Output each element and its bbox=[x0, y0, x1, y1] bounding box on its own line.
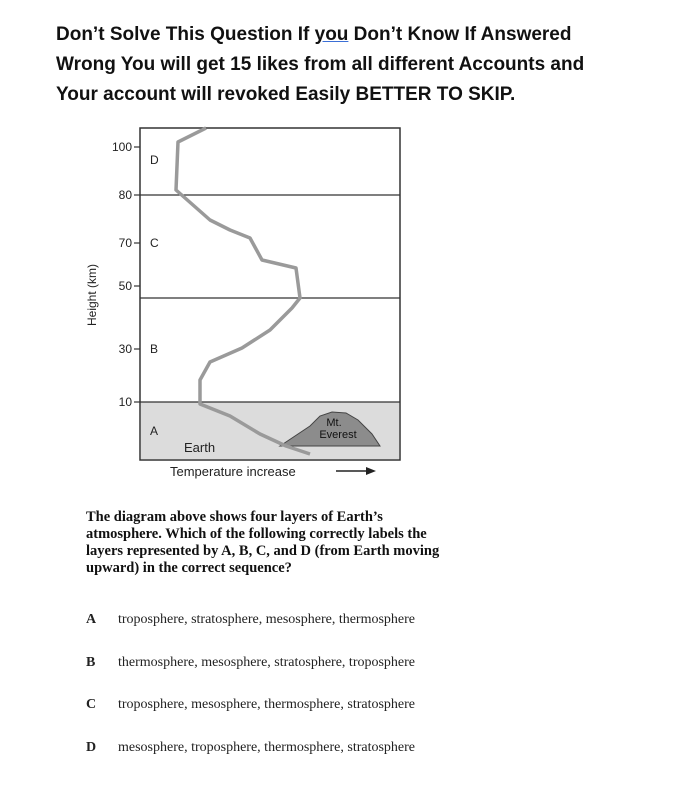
warning-line-2: Wrong You will get 15 likes from all different Accounts and bbox=[56, 54, 585, 75]
layer-label-a: A bbox=[150, 424, 159, 438]
tick-label-50: 50 bbox=[118, 279, 132, 293]
tick-label-30: 30 bbox=[118, 342, 132, 356]
layer-label-d: D bbox=[150, 153, 159, 167]
option-c-text: troposphere, mesosphere, thermosphere, stratosphere bbox=[118, 697, 416, 712]
layer-label-c: C bbox=[150, 236, 159, 250]
tick-label-70: 70 bbox=[118, 236, 132, 250]
option-b-text: thermosphere, mesosphere, stratosphere, troposphere bbox=[118, 655, 416, 670]
option-c-letter: C bbox=[86, 697, 97, 712]
layer-label-b: B bbox=[150, 342, 159, 356]
y-axis-label: Height (km) bbox=[85, 263, 99, 327]
x-axis-label: Temperature increase bbox=[170, 464, 296, 479]
warning-underlined-word: you bbox=[314, 24, 349, 45]
question-text: The diagram above shows four layers of Earth’s atmosphere. Which of the following correctly labels the layers represented by A, B, C, and D (from Earth moving upward) in the correct sequence? bbox=[86, 509, 440, 576]
warning-line-3: Your account will revoked Easily BETTER TO SKIP. bbox=[56, 84, 516, 105]
option-b-letter: B bbox=[86, 655, 96, 670]
earth-label: Earth bbox=[184, 440, 216, 455]
tick-label-80: 80 bbox=[118, 188, 132, 202]
warning-text bbox=[56, 20, 656, 110]
tick-label-100: 100 bbox=[111, 140, 132, 154]
warning-line-1: Don’t Solve This Question If you Don’t Know If Answered bbox=[56, 24, 572, 45]
mountain-label-1: Mt. bbox=[326, 417, 342, 429]
x-axis-arrow bbox=[336, 467, 376, 475]
option-a-letter: A bbox=[86, 612, 97, 627]
option-d-letter: D bbox=[86, 740, 97, 755]
option-d-text: mesosphere, troposphere, thermosphere, stratosphere bbox=[118, 740, 416, 755]
option-a-text: troposphere, stratosphere, mesosphere, thermosphere bbox=[118, 612, 416, 627]
tick-label-10: 10 bbox=[118, 395, 132, 409]
atmosphere-diagram bbox=[80, 120, 410, 490]
mountain-label-2: Everest bbox=[319, 429, 357, 441]
